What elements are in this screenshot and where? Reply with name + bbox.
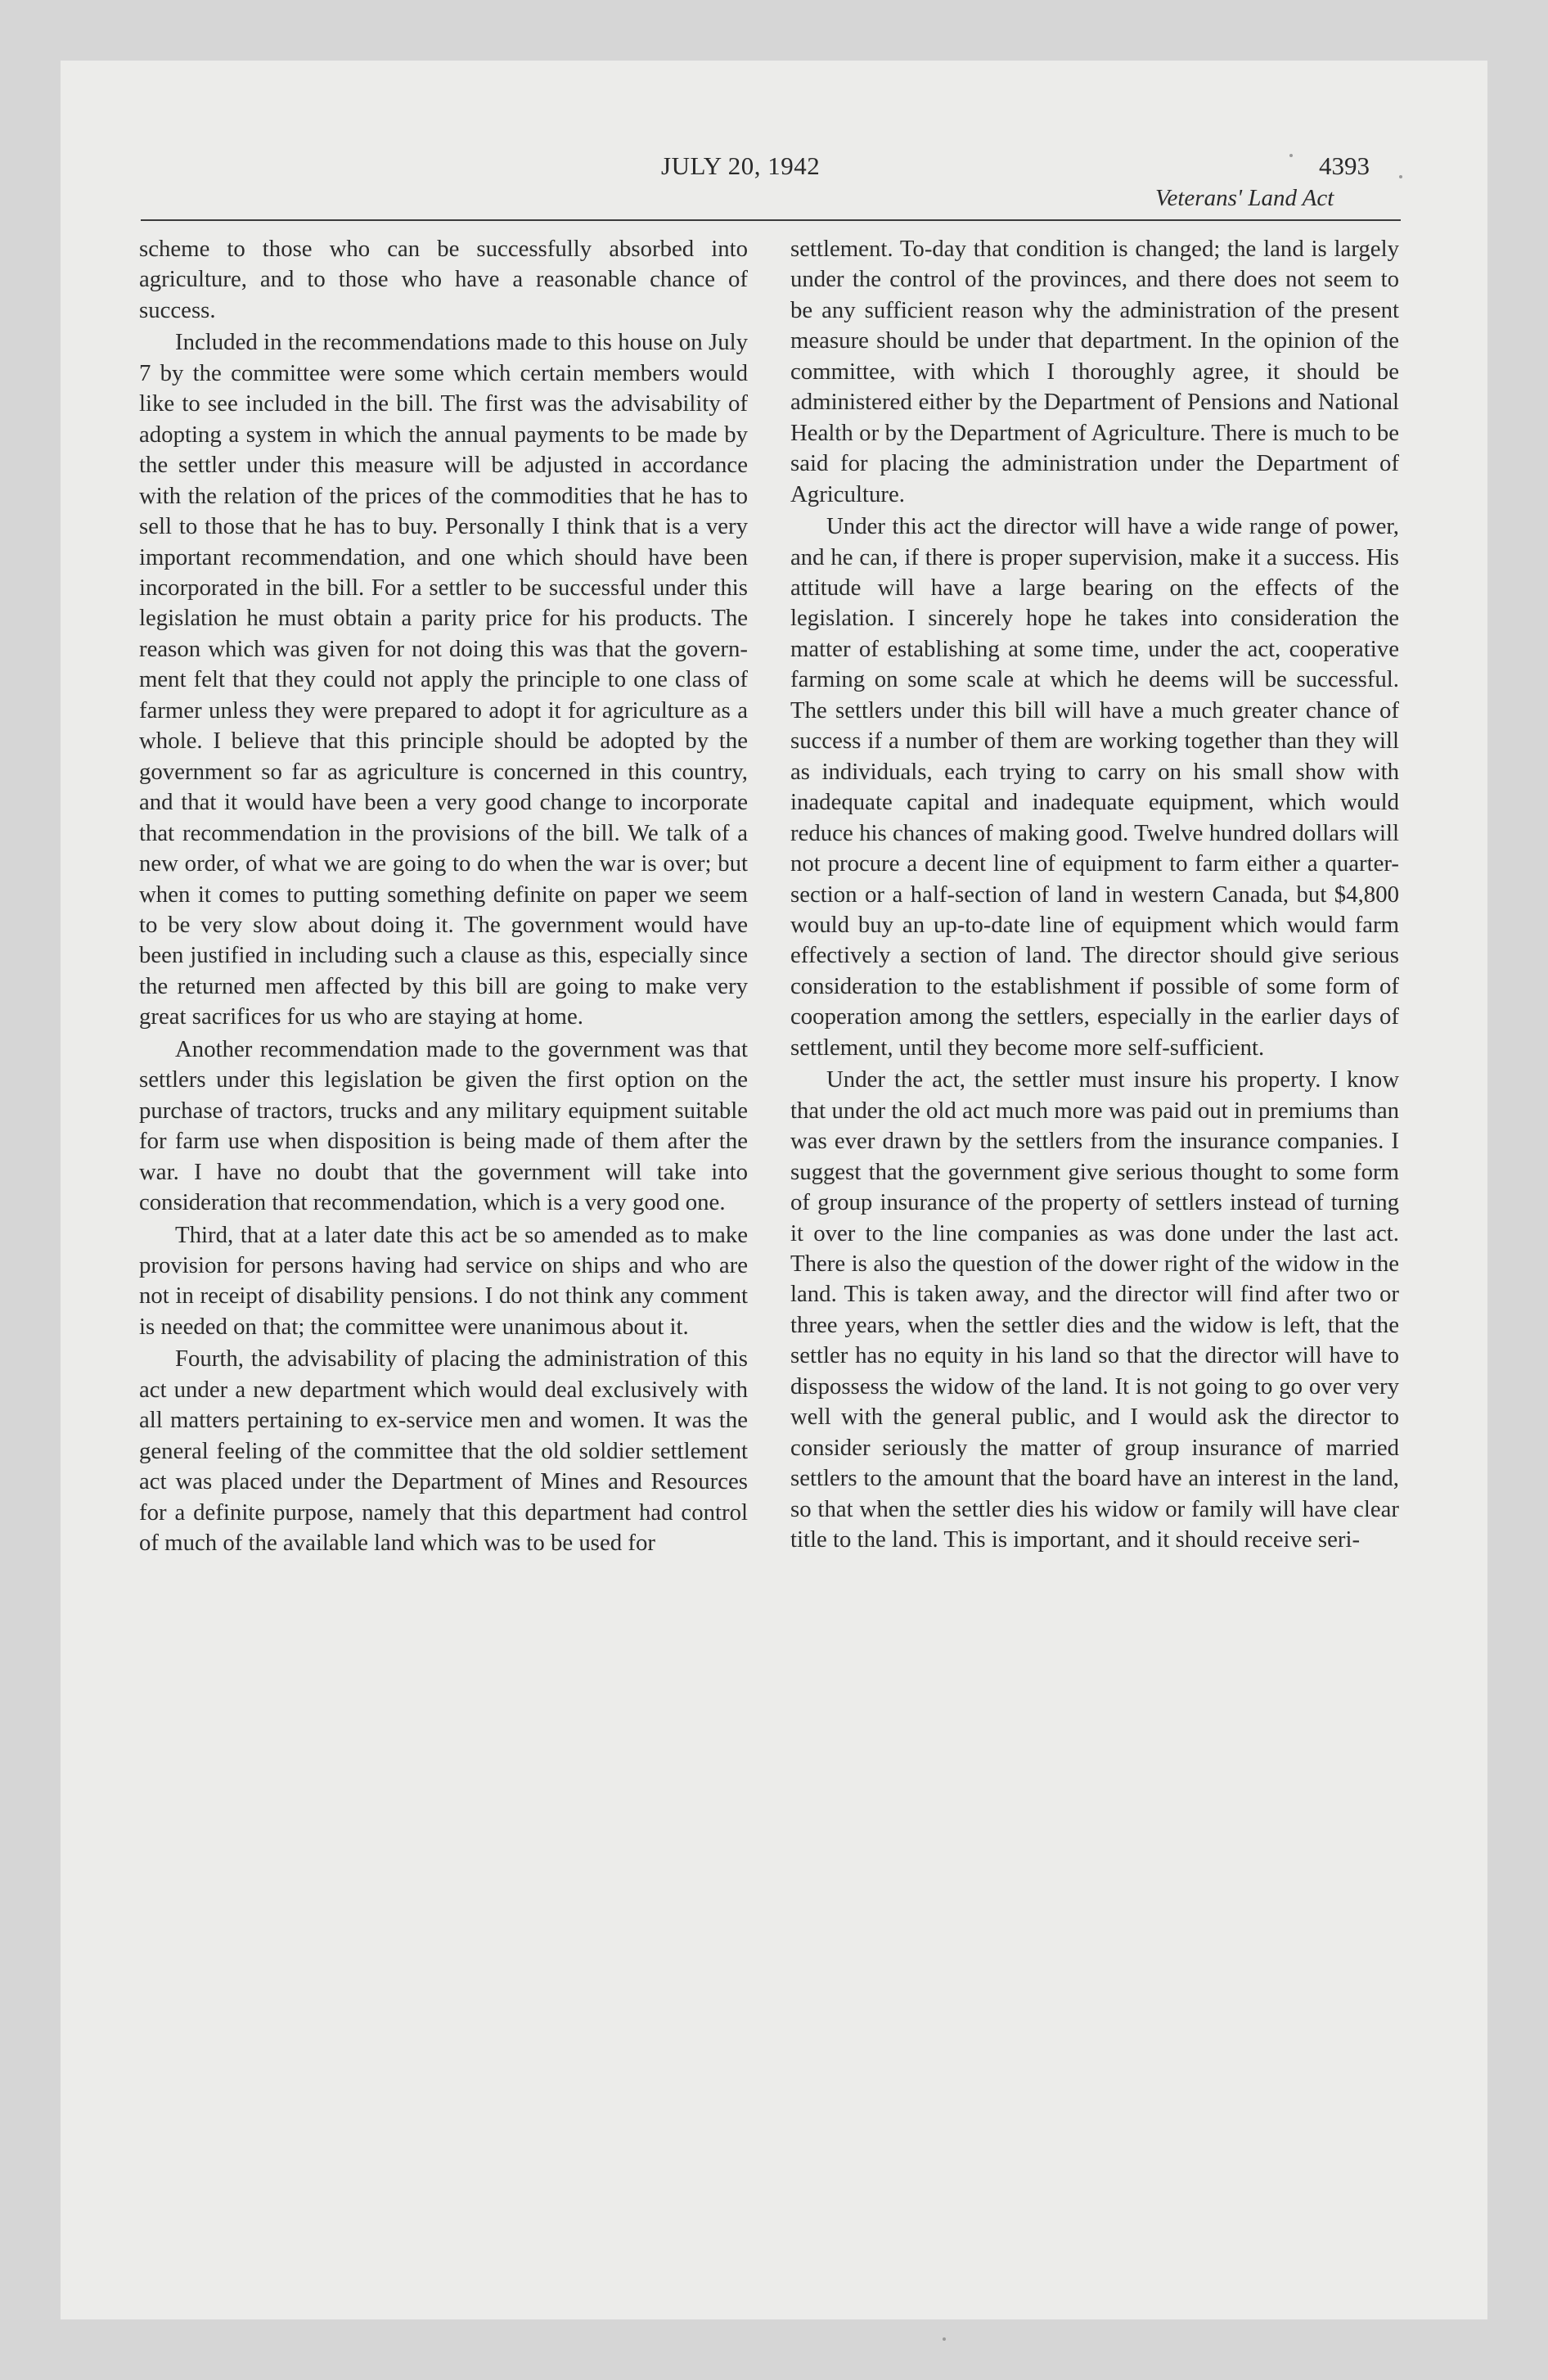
paragraph: scheme to those who can be successfully absorbed into agriculture, and to those who have a reasonable chance of success. — [139, 236, 748, 323]
paragraph: Fourth, the advisability of placing the administration of this act under a new department which would deal exclusively with all matters pertaining to ex-service men and women. It was the general feeling of the committee that the old soldier settlement act was placed under the Department of Mines and Resources for a definite purpose, namely that this department had control of much of the available land which was to be used for — [139, 1346, 748, 1557]
left-column — [139, 234, 748, 1560]
paragraph: Under this act the director will have a wide range of power, and he can, if there is proper supervision, make it a success. His attitude will have a large bearing on the effects of the legislation. I sincerely hope he takes into consideration the matter of establishing at some time, under the act, cooperative farming on some scale at which he deems will be successful. The settlers under this bill will have a much greater chance of success if a number of them are working together than they will as individuals, each trying to carry on his small show with inadequate capital and inadequate equipment, which would reduce his chances of making good. Twelve hundred dollars will not procure a decent line of equipment to farm either a quarter-section or a half-section of land in western Canada, but $4,800 would buy an up-to-date line of equipment which would farm effectively a section of land. The director should give serious consideration to the establishment if possible of some form of cooperation among the settlers, especially in the earlier days of settlement, until they become more self-sufficient. — [790, 513, 1399, 1061]
paragraph: settlement. To-day that condition is changed; the land is largely under the control of the provinces, and there does not seem to be any sufficient reason why the administration of the present measure should be under that department. In the opinion of the committee, with which I thoroughly agree, it should be administered either by the Department of Pensions and National Health or by the Department of Agriculture. There is much to be said for placing the administration under the Department of Agriculture. — [790, 236, 1399, 507]
header-date: JULY 20, 1942 — [661, 151, 821, 180]
paragraph: Included in the recommendations made to this house on July 7 by the committee were some which certain members would like to see included in the bill. The first was the advisability of adopting a system in which the annual payments to be made by the settler under this measure will be adjusted in accordance with the relation of the prices of the commodities that he has to sell to those that he has to buy. Personally I think that is a very important recommendation, and one which should have been incorporated in the bill. For a settler to be successful under this legislation he must obtain a parity price for his products. The reason which was given for not doing this was that the government felt that they could not apply the principle to one class of farmer unless they were prepared to adopt it for agriculture as a whole. I believe that this principle should be adopted by the government so far as agriculture is concerned in this country, and that it would have been a very good change to incorporate that recommendation in the provisions of the bill. We talk of a new order, of what we are going to do when the war is over; but when it comes to putting something definite on paper we seem to be very slow about doing it. The government would have been justified in including such a clause as this, especially since the returned men affected by this bill are going to make very great sacrifices for us who are staying at home. — [139, 329, 748, 1030]
paragraph: Third, that at a later date this act be so amended as to make provision for persons having had service on ships and who are not in receipt of disability pensions. I do not think any comment is needed on that; the committee were unanimous about it. — [139, 1221, 748, 1340]
running-title: Veterans' Land Act — [1155, 185, 1334, 211]
paragraph: Under the act, the settler must insure his property. I know that under the old act much more was paid out in premiums than was ever drawn by the settlers from the insurance companies. I suggest that the government give serious thought to some form of group insurance of the property of settlers instead of turning it over to the line companies as was done under the last act. There is also the question of the dower right of the widow in the land. This is taken away, and the director will find after two or three years, when the settler dies and the widow is left, that the settler has no equity in his land so that the director will have to dispossess the widow of the land. It is not going to go over very well with the general public, and I would ask the director to consider seriously the matter of group insurance of married settlers to the amount that the board have an interest in the land, so that when the settler dies his widow or family will have clear title to the land. This is important, and it should receive seri- — [790, 1066, 1399, 1553]
header-rule — [141, 219, 1401, 221]
scan-speck — [943, 2337, 946, 2341]
paragraph: Another recommendation made to the government was that settlers under this legislation be given the first option on the purchase of tractors, trucks and any military equipment suitable for farm use when disposition is being made of them after the war. I have no doubt that the government will take into consideration that recommendation, which is a very good one. — [139, 1035, 748, 1216]
scan-speck — [1399, 175, 1402, 178]
right-column — [790, 234, 1399, 1557]
page-number: 4393 — [1319, 151, 1370, 180]
scan-speck — [1289, 154, 1293, 157]
